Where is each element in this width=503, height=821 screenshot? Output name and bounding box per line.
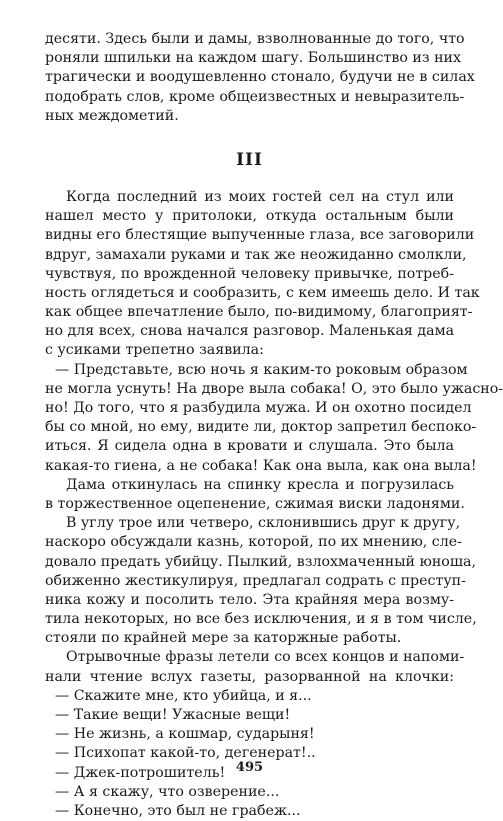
- remark-line: — Психопат какой-то, дегенерат!..: [55, 745, 316, 762]
- text-line: ных междометий.: [45, 107, 179, 124]
- remark-line: — Конечно, это был не грабеж...: [55, 802, 301, 819]
- paragraph: [45, 514, 477, 648]
- intro-paragraph: [45, 30, 475, 126]
- text-line: вдруг, замахали руками и так же неожиданно смолкли,: [45, 246, 467, 263]
- text-line: Отрывочные фразы летели со всех концов и напоми-: [66, 649, 465, 666]
- text-line: ника кожу и посолить тело. Эта крайняя мера возму-: [45, 591, 454, 608]
- text-line: видны его блестящие выпученные глаза, все заговорили: [45, 227, 475, 244]
- text-line: довало предать убийцу. Пылкий, взлохмаченный юноша,: [45, 553, 476, 570]
- text-line: нашел место у притолоки, откуда остальным были: [45, 208, 454, 225]
- text-line: Когда последний из моих гостей сел на стул или: [66, 188, 454, 205]
- paragraph: [45, 361, 503, 476]
- text-line: обиженно жестикулируя, предлагал содрать с преступ-: [45, 572, 466, 589]
- remark-line: — Скажите мне, кто убийца, и я...: [55, 687, 312, 704]
- text-line: наскоро обсуждали казнь, которой, по их мнению, сле-: [45, 534, 462, 551]
- text-line: не могла уснуть! На дворе выла собака! О, это было ужасно-: [45, 380, 503, 397]
- text-line: — Представьте, всю ночь я каким-то роковым образом: [55, 361, 468, 378]
- text-line: десяти. Здесь были и дамы, взволнованные до того, что: [45, 31, 465, 47]
- page-body: [45, 30, 503, 821]
- text-line: роняли шпильки на каждом шагу. Большинство из них: [45, 50, 462, 67]
- text-line: Дама откинулась на спинку кресла и погрузилась: [66, 476, 454, 493]
- text-line: но для всех, снова начался разговор. Маленькая дама: [45, 323, 455, 340]
- paragraph: [45, 648, 465, 686]
- text-line: стояли по крайней мере за каторжные работы.: [45, 630, 402, 647]
- text-line: в торжественное оцепенение, сжимая виски ладонями.: [45, 495, 465, 512]
- text-line: как общее впечатление было, по-видимому, благоприят-: [45, 304, 473, 321]
- text-line: какая-то гиена, а не собака! Как она выла, как она выла!: [45, 457, 477, 474]
- text-line: иться. Я сидела одна в кровати и слушала. Это была: [45, 438, 454, 455]
- paragraph: [45, 476, 465, 514]
- text-line: но! До того, что я разбудила мужа. И он охотно посидел: [45, 400, 472, 416]
- remark-line: — Не жизнь, а кошмар, сударыня!: [55, 726, 315, 743]
- page-number: 495: [235, 760, 264, 775]
- text-line: чувствуя, по врожденной человеку привычке, потреб-: [45, 265, 454, 282]
- text-line: ность оглядеться и сообразить, с кем имеешь дело. И так: [45, 284, 480, 301]
- text-line: трагически и воодушевленно стонало, будучи не в силах: [45, 69, 475, 86]
- text-line: тила некоторых, но все без исключения, и я в том числе,: [45, 611, 477, 628]
- remark-line: — А я скажу, что озверение...: [55, 783, 280, 800]
- paragraph: [45, 188, 480, 361]
- remark-line: — Такие вещи! Ужасные вещи!: [55, 707, 291, 723]
- text-line: В углу трое или четверо, склонившись друг к другу,: [66, 515, 461, 532]
- chapter-heading: III: [236, 149, 263, 170]
- text-line: подобрать слов, кроме общеизвестных и невыразитель-: [45, 88, 465, 105]
- text-line: бы со мной, но ему, видите ли, доктор запретил беспоко-: [45, 419, 477, 436]
- text-line: нали чтение вслух газеты, разорванной на клочки:: [45, 668, 454, 685]
- text-line: с усиками трепетно заявила:: [45, 342, 264, 359]
- remark-line: — Джек-потрошитель!: [55, 764, 226, 781]
- remarks-list: [45, 687, 454, 821]
